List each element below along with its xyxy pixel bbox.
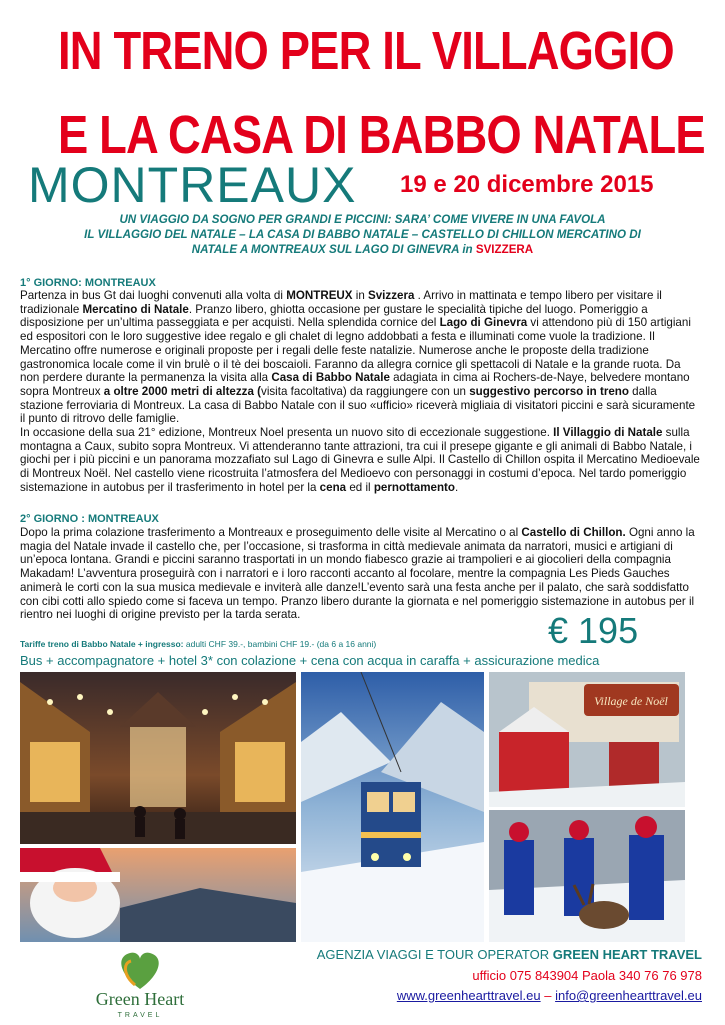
day1-t18: sulla montagna a Caux, subito sopra Montreux. Vi attenderanno tante attrazioni, tra cui il presepe gigante e gli animali di Babbo Natale, i giochi per i più piccini e un panorama mozzafiato sul Lago di Ginevra e sulle Alpi. Il Castello di Chillon ospita il Mercatino Medioevale di Montreux Noël. Nel castello viene ricostruita l’atmosfera del Medioevo con personaggi in costumi d’epoca. Nel tardo pomeriggio sistemazione in autobus per il trasferimento in hotel per la [20,426,700,494]
contact-links [397,988,702,1003]
tariff-values: adulti CHF 39.-, bambini CHF 19.- (da 6 a 16 anni) [183,639,377,649]
event-dates: 19 e 20 dicembre 2015 [400,171,654,198]
day1-t11: adagiata in cima ai Rochers-de-Naye, belvedere montano sopra Montreux [20,371,690,398]
website-link[interactable]: www.greenhearttravel.eu [396,988,541,1003]
day1-t10: Casa di Babbo Natale [271,371,390,385]
day1-t9: vi attendono più di 150 artigiani ed espositori con le loro suggestive idee regalo e gli chalet di legno addobbati a festa e illuminati come vuole la tradizione. Il Mercatino offre numerose e originali proposte per i regali delle feste natalizie. Numerose anche le proposte della tradizione gastronomica locale come il vin brulè o il tè dei boscaioli. Faranno da allegra cornice gli spettacoli di Natale e la grande ruota. Da non perdere durante la permanenza la visita alla [20,316,691,385]
intro-line-1: UN VIAGGIO DA SOGNO PER GRANDI E PICCINI: SARA’ COME VIVERE IN UNA FAVOLA [119,213,606,226]
day1-t12: a oltre 2000 metri di altezza ( [103,384,262,398]
day1-t5: . Arrivo in mattinata e tempo libero per visitare il tradizionale [20,289,662,316]
day1-t22: . [454,480,459,494]
day1-t7: . Pranzo libero, ghiotta occasione per gustare le specialità tipiche del luogo. Pomeriggio a disposizione per un’ultima passeggiata e per acquisti. Nella splendida cornice del [20,302,648,330]
day1-t2: MONTREUX [286,289,353,302]
link-separator: – [540,988,556,1003]
heart-logo-icon [85,945,195,1020]
photo-reindeer [489,810,685,942]
day2-heading: 2° GIORNO : MONTREAUX [20,513,159,525]
contact-phones: ufficio 075 843904 Paola 340 76 76 978 [472,968,702,983]
title-line-2: E LA CASA DI BABBO NATALE [58,105,705,165]
day1-heading: 1° GIORNO: MONTREAUX [20,277,156,289]
intro-line-3 [20,242,705,257]
day2-t2: Castello di Chillon. [521,526,626,539]
title-line-1: IN TRENO PER IL VILLAGGIO [58,21,674,81]
photo-village-sign [489,672,685,807]
agency-prefix: AGENZIA VIAGGI E TOUR OPERATOR [316,947,553,962]
mountain-train-illustration [301,672,484,942]
photo-mountain-train [301,672,484,942]
day1-t1: Partenza in bus Gt dai luoghi convenuti alla volta di [20,289,287,302]
day1-t15: dalla stazione ferroviaria di Montreux. La casa di Babbo Natale con il suo «ufficio» riceverà migliaia di visitatori piccini e sarà sicuramente il punto di ritrovo delle famiglie. [20,384,696,426]
day1-t4: Svizzera [368,289,415,302]
day2-t3: Ogni anno la magia del Natale invade il castello che, per l’occasione, si trasforma in città medievale animata da narratori, musici e artigiani di un’epoca lontana. Grandi e piccini saranno trasportati in un mondo fiabesco grazie ai trampolieri e ai giocolieri della compagnia Makadam! L’avventura proseguirà con i narratori e i loro racconti accanto al focolare, mentre la compagnia Les Pieds Gauches animerà le corti con la sua musica medievale e inviterà alle danze!L’evento sarà una festa anche per il palato, che sarà soddisfatto con cibi cotti allo spiedo come si faceva un tempo. Pranzo libero durante la giornata e nel pomeriggio sistemazione in autobus per il rientro nei luoghi di origine previsto per la tarda serata. [20,526,695,622]
day1-t19: cena [319,480,347,494]
day1-t14: suggestivo percorso in treno [469,384,629,398]
tariff-line [20,639,376,649]
intro-line-3-text: NATALE A MONTREAUX SUL LAGO DI GINEVRA in [191,243,476,256]
intro-block [20,212,705,257]
city-title: MONTREAUX [28,157,357,213]
day1-t6: Mercatino di Natale [82,302,189,316]
agency-name: GREEN HEART TRAVEL [552,947,702,962]
day1-text [20,289,702,495]
sign-text: Village de Noël [594,694,668,708]
agency-line [317,947,702,962]
santa-claus-illustration [20,848,296,942]
wooden-sign [584,684,679,716]
intro-line-2: IL VILLAGGIO DEL NATALE – LA CASA DI BABBO NATALE – CASTELLO DI CHILLON MERCATINO DI [84,228,641,241]
reindeer-illustration [489,810,685,942]
intro-country: SVIZZERA [475,243,534,256]
day1-t8: Lago di Ginevra [439,316,528,330]
day1-t20: ed il [346,480,374,494]
email-link[interactable]: info@greenhearttravel.eu [555,988,702,1003]
day2-t1: Dopo la prima colazione trasferimento a Montreaux e proseguimento delle visite al Mercatino o al [20,526,522,539]
logo-name: Green Heart [95,989,185,1009]
day1-t3: in [352,289,368,302]
day1-t21: pernottamento [373,480,455,494]
day1-t13: visita facoltativa) da raggiungere con un [261,384,470,398]
day2-text [20,526,702,622]
price: € 195 [548,610,639,651]
photo-santa-claus [20,848,296,942]
christmas-market-illustration [20,672,296,844]
day1-t16: In occasione della sua 21° edizione, Montreux Noel presenta un nuovo sito di eccezionale suggestione. [20,426,554,440]
village-sign-illustration [489,672,685,807]
tariff-label: Tariffe treno di Babbo Natale + ingresso: [20,639,184,649]
photo-christmas-market [20,672,296,844]
green-heart-logo [85,945,195,1020]
logo-sub: TRAVEL [117,1012,163,1019]
package-includes: Bus + accompagnatore + hotel 3* con colazione + cena con acqua in caraffa + assicurazione medica [20,653,600,668]
day1-t17: Il Villaggio di Natale [553,426,663,440]
